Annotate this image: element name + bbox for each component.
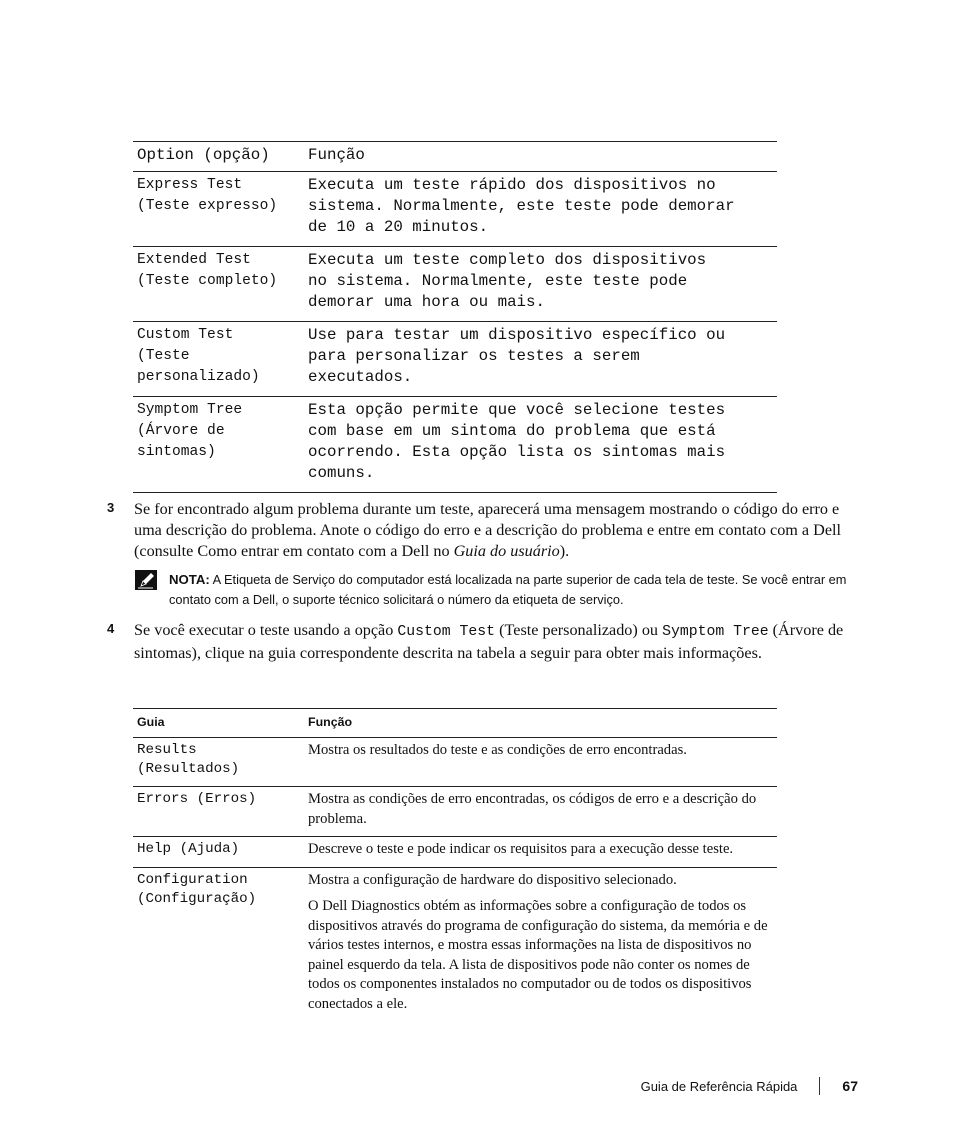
table-row bbox=[133, 321, 777, 396]
tab-name: Help (Ajuda) bbox=[137, 841, 240, 857]
note-label: NOTA: bbox=[169, 572, 210, 587]
table-row bbox=[133, 867, 777, 1022]
tabs-table-header bbox=[133, 708, 777, 737]
header-option: Option (opção) bbox=[137, 146, 270, 164]
option-name: Express Test (Teste expresso) bbox=[137, 177, 278, 214]
step-text: Se você executar o teste usando a opção Custom Test (Teste personalizado) ou Symptom Tree (Árvore de sintomas), clique na guia correspondente descrita na tabela a seguir para obter mais informações. bbox=[134, 621, 844, 662]
tab-name: Configuration (Configuração) bbox=[137, 871, 257, 907]
note bbox=[135, 570, 865, 610]
option-function: Esta opção permite que você selecione testes com base em um sintoma do problema que está ocorrendo. Esta opção lista os sintomas mais comuns. bbox=[308, 401, 726, 482]
step-4 bbox=[107, 620, 847, 664]
table-row bbox=[133, 786, 777, 836]
step-text: Se for encontrado algum problema durante um teste, aparecerá uma mensagem mostrando o código do erro e uma descrição do problema. Anote o código do erro e a descrição do problema e entre em contato com a Dell (consulte Como entrar em contato com a Dell no Guia do usuário). bbox=[134, 500, 842, 560]
table-row bbox=[133, 836, 777, 867]
tab-function: Descreve o teste e pode indicar os requisitos para a execução desse teste. bbox=[308, 841, 734, 857]
custom-test-code: Custom Test bbox=[397, 624, 496, 640]
tabs-table bbox=[133, 708, 777, 1021]
options-table bbox=[133, 141, 777, 493]
header-function: Função bbox=[308, 715, 353, 729]
tab-name: Errors (Erros) bbox=[137, 791, 257, 807]
configuration-details: O Dell Diagnostics obtém as informações sobre a configuração de todos os dispositivos através do programa de configuração do sistema, da memória e de vários testes internos, e mostra essas informações na lista de dispositivos no painel esquerdo da tela. A lista de dispositivos pode não conter os nomes de todos os componentes instalados no computador ou de todos os dispositivos conectados a ele. bbox=[308, 898, 768, 1012]
tab-function: Mostra os resultados do teste e as condições de erro encontradas. bbox=[308, 742, 687, 758]
tab-function: Mostra a configuração de hardware do dispositivo selecionado. O Dell Diagnostics obtém as informações sobre a configuração de todos os dispositivos através do programa de configuração do sistema, da memória e de vários testes internos, e mostra essas informações na lista de dispositivos no painel esquerdo da tela. A lista de dispositivos pode não conter os nomes de todos os componentes instalados no computador ou de todos os dispositivos conectados a ele. bbox=[308, 871, 777, 1015]
step-3 bbox=[107, 499, 847, 562]
option-function: Executa um teste completo dos dispositivos no sistema. Normalmente, este teste pode demorar uma hora ou mais. bbox=[308, 251, 707, 311]
option-name: Extended Test (Teste completo) bbox=[137, 252, 278, 289]
header-tab: Guia bbox=[137, 715, 165, 729]
table-row bbox=[133, 396, 777, 493]
symptom-tree-code: Symptom Tree bbox=[662, 624, 769, 640]
option-name: Symptom Tree (Árvore de sintomas) bbox=[137, 402, 243, 460]
step-number: 4 bbox=[107, 621, 115, 636]
page-number: 67 bbox=[842, 1078, 858, 1094]
footer-title: Guia de Referência Rápida bbox=[640, 1078, 798, 1094]
table-row bbox=[133, 246, 777, 321]
page-footer bbox=[641, 1077, 858, 1095]
option-name: Custom Test (Teste personalizado) bbox=[137, 327, 260, 385]
table-row bbox=[133, 737, 777, 786]
footer-divider bbox=[819, 1077, 820, 1095]
options-table-header bbox=[133, 141, 777, 171]
option-function: Use para testar um dispositivo específico ou para personalizar os testes a serem executados. bbox=[308, 326, 726, 386]
step-number: 3 bbox=[107, 500, 115, 515]
option-function: Executa um teste rápido dos dispositivos no sistema. Normalmente, este teste pode demorar de 10 a 20 minutos. bbox=[308, 176, 735, 236]
user-guide-title: Guia do usuário bbox=[453, 542, 560, 560]
table-row bbox=[133, 171, 777, 246]
note-text: NOTA: A Etiqueta de Serviço do computador está localizada na parte superior de cada tela de teste. Se você entrar em contato com a Dell, o suporte técnico solicitará o número da etiqueta de serviço. bbox=[169, 572, 847, 607]
tab-function: Mostra as condições de erro encontradas, os códigos de erro e a descrição do problema. bbox=[308, 791, 757, 827]
header-function: Função bbox=[308, 146, 365, 164]
pencil-note-icon bbox=[135, 570, 157, 590]
tab-name: Results (Resultados) bbox=[137, 742, 240, 777]
